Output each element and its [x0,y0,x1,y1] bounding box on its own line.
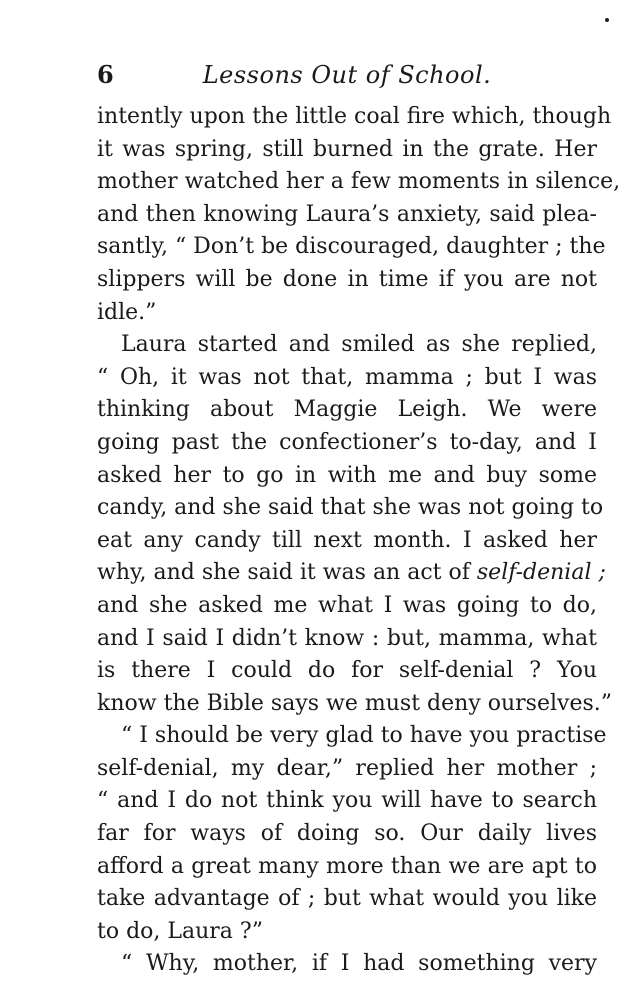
text-line: santly, “ Don’t be discouraged, daughter ; the [97,234,606,260]
text-line: “ Why, mother, if I had something very [121,951,597,977]
text-line: candy, and she said that she was not going to [97,495,604,521]
text-line: and she asked me what I was going to do, [97,592,597,618]
text-line: mother watched her a few moments in silence, [97,169,621,195]
text-line: eat any candy till next month. I asked her [97,527,597,553]
text-line: intently upon the little coal fire which, though [97,104,612,129]
text-line: going past the confectioner’s to-day, and I [97,429,597,455]
body-text [97,101,621,981]
page-number: 6 [97,60,114,89]
text-line: far for ways of doing so. Our daily lives [97,821,597,847]
italic-phrase: self-denial ; [476,560,606,586]
text-line: to do, Laura ?” [97,918,263,944]
text-line: slippers will be done in time if you are not [97,266,597,292]
text-line: and then knowing Laura’s anxiety, said plea- [97,201,597,227]
text-line: know the Bible says we must deny ourselves.” [97,690,612,716]
text-line: asked her to go in with me and buy some [97,462,597,488]
text-line: self-denial, my dear,” replied her mother ; [97,755,597,781]
text-line: afford a great many more than we are apt to [97,853,597,879]
text-line: Laura started and smiled as she replied, [121,332,597,358]
text-line: and I said I didn’t know : but, mamma, what [97,625,597,651]
text-line: it was spring, still burned in the grate. Her [97,136,597,162]
text-line-prefix: why, and she said it was an act of [97,560,477,586]
page-header [97,58,597,92]
text-line: thinking about Maggie Leigh. We were [97,397,597,423]
text-line: take advantage of ; but what would you like [97,886,597,912]
page-speck [605,18,609,22]
text-line: is there I could do for self-denial ? You [97,658,597,684]
text-line: “ I should be very glad to have you practise [121,723,607,749]
text-line: idle.” [97,299,157,325]
text-line-with-italic [97,557,606,590]
text-line: “ and I do not think you will have to search [97,788,597,814]
text-line: “ Oh, it was not that, mamma ; but I was [97,364,597,390]
running-title: Lessons Out of School. [202,61,492,89]
